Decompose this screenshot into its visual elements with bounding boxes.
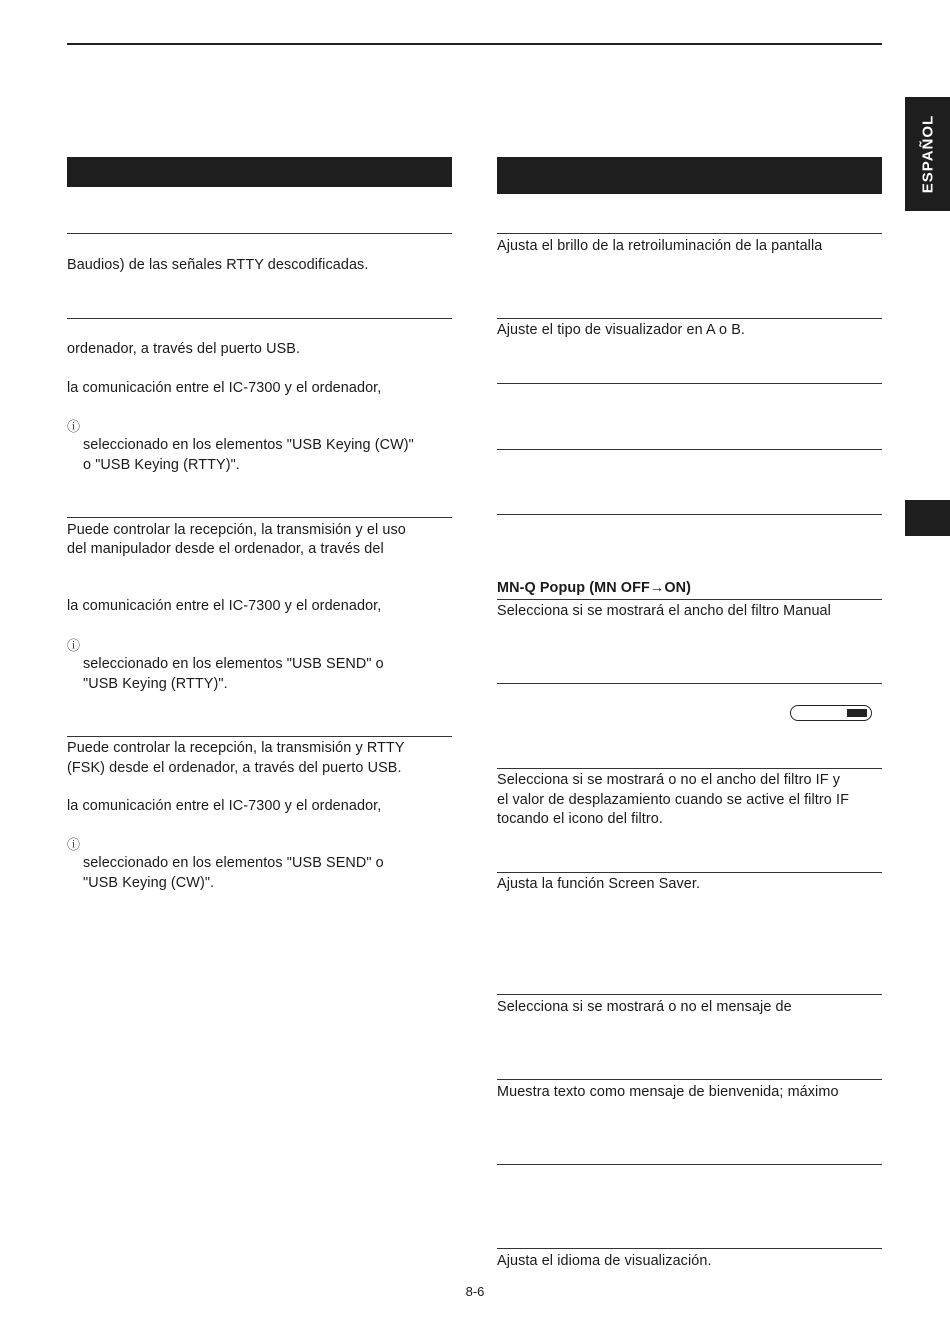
item-divider [67,517,452,518]
left-section-header-bar [67,157,452,187]
item-divider [497,383,882,384]
item-divider [497,233,882,234]
item-divider [67,233,452,234]
right-section-header-bar [497,157,882,194]
note-text: seleccionado en los elementos "USB SEND" o [83,855,384,871]
body-text: del manipulador desde el ordenador, a través del [67,541,384,557]
page-number: 8-6 [465,1284,485,1299]
chapter-side-tab [905,500,950,536]
item-divider [497,994,882,995]
info-icon: ⓘ [67,419,81,434]
body-text: la comunicación entre el IC-7300 y el ordenador, [67,598,382,614]
item-divider [497,1248,882,1249]
body-text: Selecciona si se mostrará o no el ancho del filtro IF y [497,772,841,788]
body-text: Ajusta la función Screen Saver. [497,876,701,892]
item-divider [67,736,452,737]
body-text: (FSK) desde el ordenador, a través del puerto USB. [67,760,402,776]
setting-toggle-icon [790,705,872,721]
item-divider [497,1079,882,1080]
note-text: o "USB Keying (RTTY)". [83,457,240,473]
note-text: "USB Keying (CW)". [83,875,215,891]
body-text: Ajuste el tipo de visualizador en A o B. [497,322,745,338]
body-text: ordenador, a través del puerto USB. [67,341,301,357]
item-divider [497,872,882,873]
body-text: Ajusta el brillo de la retroiluminación de la pantalla [497,238,823,254]
body-text: tocando el icono del filtro. [497,811,663,827]
item-heading: MN-Q Popup (MN OFF→ON) [497,580,692,596]
item-divider [497,1164,882,1165]
note-text: seleccionado en los elementos "USB SEND" o [83,656,384,672]
note-text: seleccionado en los elementos "USB Keying (CW)" [83,437,414,453]
top-rule [67,43,882,45]
info-icon: ⓘ [67,638,81,653]
side-tab-label: ESPAÑOL [919,114,936,194]
body-text: Puede controlar la recepción, la transmisión y el uso [67,522,406,538]
item-divider [497,449,882,450]
body-text: Muestra texto como mensaje de bienvenida; máximo [497,1084,839,1100]
item-divider [67,318,452,319]
body-text: Baudios) de las señales RTTY descodificadas. [67,257,369,273]
body-text: la comunicación entre el IC-7300 y el ordenador, [67,380,382,396]
toggle-knob [847,709,867,717]
body-text: Ajusta el idioma de visualización. [497,1253,712,1269]
item-divider [497,768,882,769]
body-text: Selecciona si se mostrará o no el mensaje de [497,999,792,1015]
item-divider [497,514,882,515]
item-divider [497,599,882,600]
item-divider [497,318,882,319]
body-text: Puede controlar la recepción, la transmisión y RTTY [67,740,405,756]
item-divider [497,683,882,684]
body-text: Selecciona si se mostrará el ancho del filtro Manual [497,603,831,619]
body-text: la comunicación entre el IC-7300 y el ordenador, [67,798,382,814]
body-text: el valor de desplazamiento cuando se active el filtro IF [497,792,849,808]
language-side-tab [905,97,950,211]
note-text: "USB Keying (RTTY)". [83,676,228,692]
info-icon: ⓘ [67,837,81,852]
